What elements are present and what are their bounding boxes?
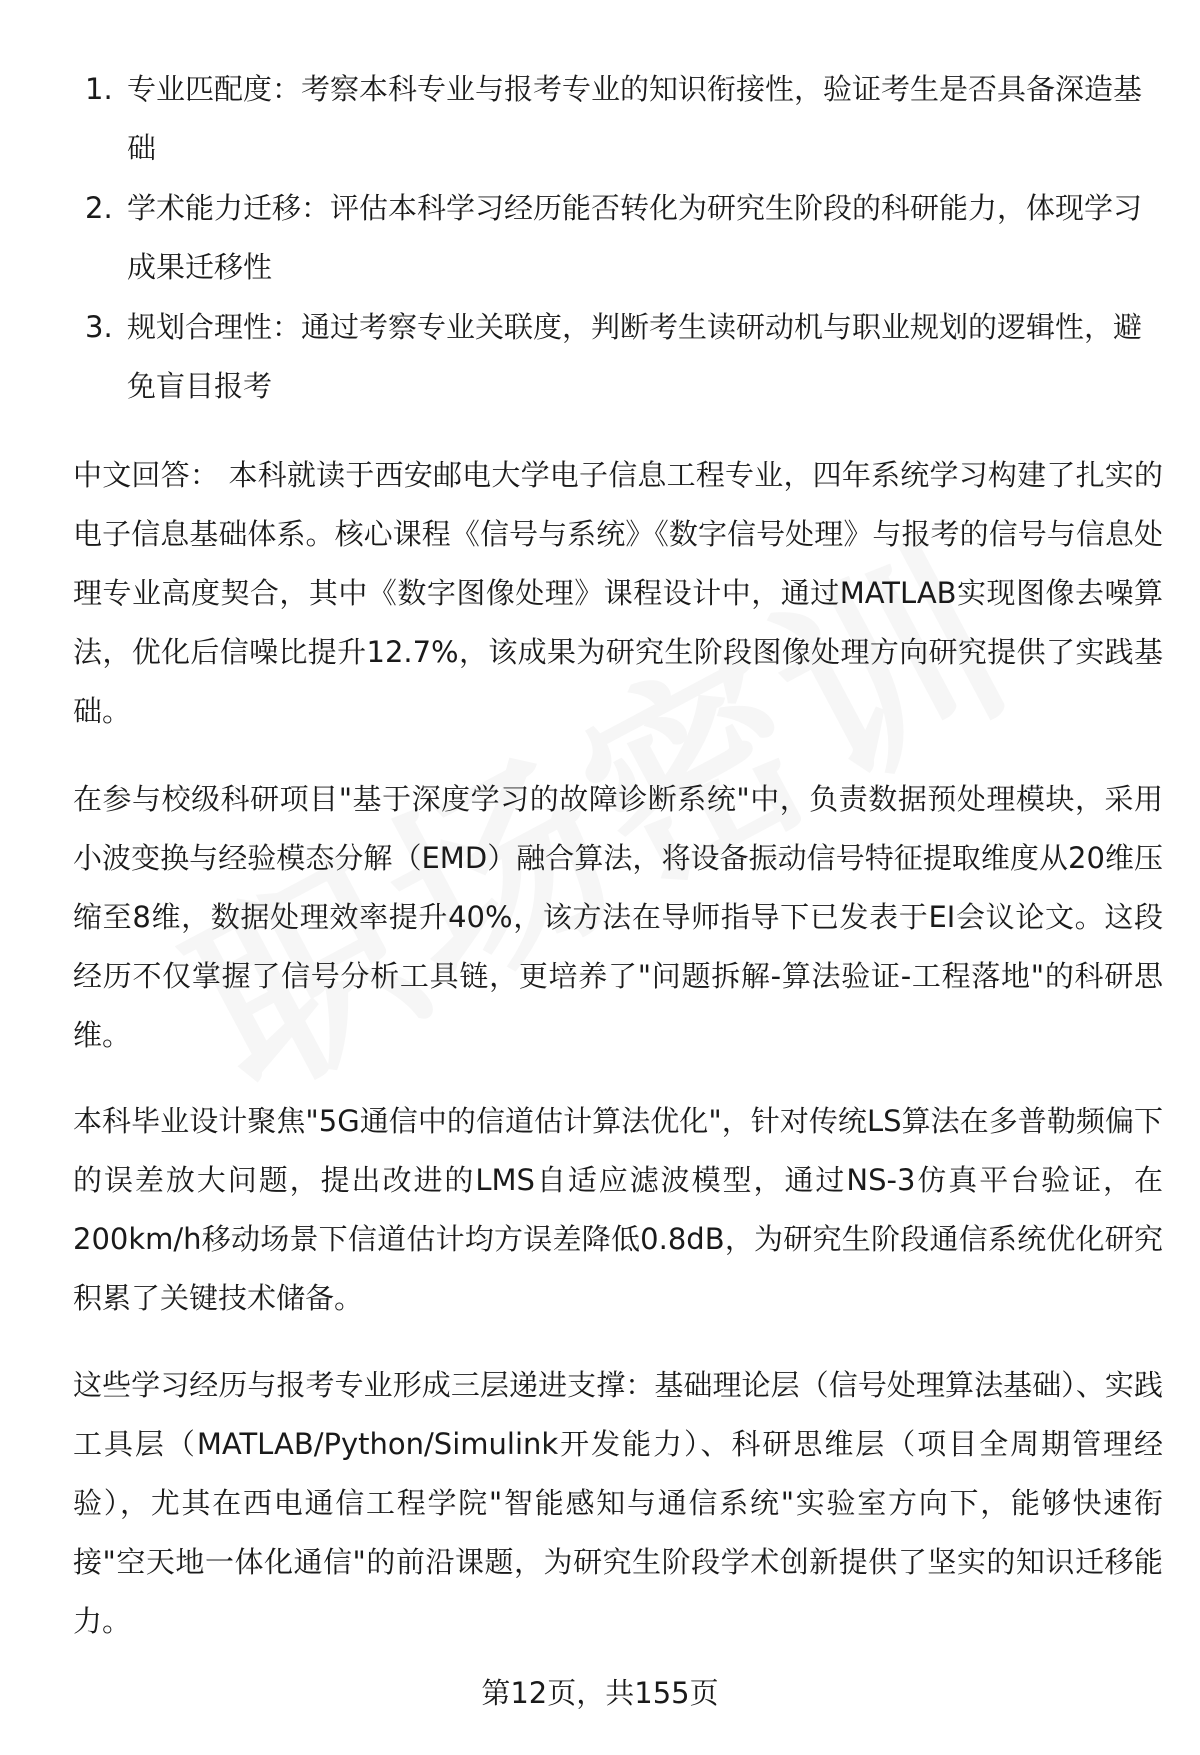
list-item bbox=[75, 298, 1155, 416]
answer-paragraph-summary: 这些学习经历与报考专业形成三层递进支撑：基础理论层（信号处理算法基础）、实践工具层（MATLAB/Python/Simulink开发能力）、科研思维层（项目全周期管理经验），尤其在西电通信工程学院"智能感知与通信系统"实验室方向下，能够快速衔接"空天地一体化通信"的前沿课题，为研究生阶段学术创新提供了坚实的知识迁移能力。 bbox=[73, 1368, 1163, 1638]
answer-paragraph-thesis: 本科毕业设计聚焦"5G通信中的信道估计算法优化"，针对传统LS算法在多普勒频偏下的误差放大问题，提出改进的LMS自适应滤波模型，通过NS-3仿真平台验证，在200km/h移动场景下信道估计均方误差降低0.8dB，为研究生阶段通信系统优化研究积累了关键技术储备。 bbox=[73, 1104, 1163, 1315]
list-item-text: 专业匹配度：考察本科专业与报考专业的知识衔接性，验证考生是否具备深造基础 bbox=[127, 72, 1143, 165]
list-item bbox=[75, 179, 1155, 297]
criteria-list bbox=[75, 60, 1155, 417]
list-item-number: 3. bbox=[85, 310, 113, 344]
page-number: 第12页，共155页 bbox=[481, 1676, 719, 1710]
list-item-text: 学术能力迁移：评估本科学习经历能否转化为研究生阶段的科研能力，体现学习成果迁移性 bbox=[127, 191, 1143, 284]
answer-paragraph-research: 在参与校级科研项目"基于深度学习的故障诊断系统"中，负责数据预处理模块，采用小波变换与经验模态分解（EMD）融合算法，将设备振动信号特征提取维度从20维压缩至8维，数据处理效率提升40%，该方法在导师指导下已发表于EI会议论文。这段经历不仅掌握了信号分析工具链，更培养了"问题拆解-算法验证-工程落地"的科研思维。 bbox=[73, 782, 1163, 1052]
list-item-number: 2. bbox=[85, 191, 113, 225]
list-item bbox=[75, 60, 1155, 178]
list-item-text: 规划合理性：通过考察专业关联度，判断考生读研动机与职业规划的逻辑性，避免盲目报考 bbox=[127, 310, 1143, 403]
answer-paragraph-intro: 中文回答： 本科就读于西安邮电大学电子信息工程专业，四年系统学习构建了扎实的电子信息基础体系。核心课程《信号与系统》《数字信号处理》与报考的信号与信息处理专业高度契合，其中《数字图像处理》课程设计中，通过MATLAB实现图像去噪算法，优化后信噪比提升12.7%，该成果为研究生阶段图像处理方向研究提供了实践基础。 bbox=[73, 458, 1163, 728]
list-item-number: 1. bbox=[85, 72, 113, 106]
